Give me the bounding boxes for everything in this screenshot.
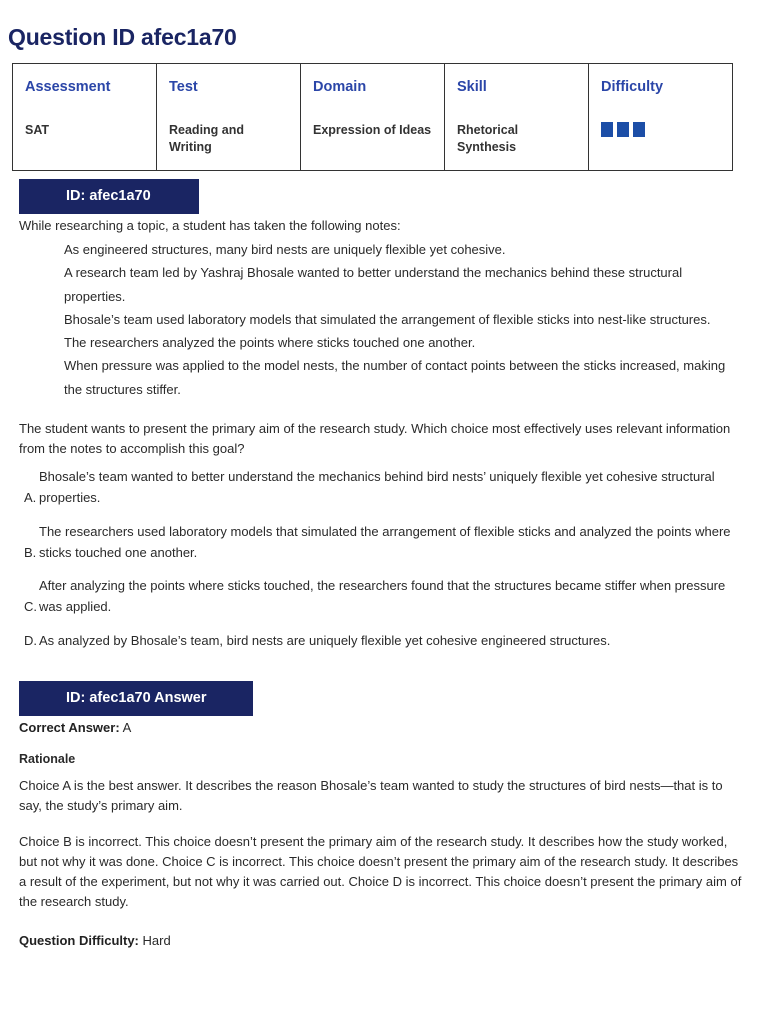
choice-letter: C.	[24, 598, 37, 614]
choice-b[interactable]	[24, 522, 748, 563]
choice-c[interactable]	[24, 576, 748, 617]
difficulty-bar	[601, 122, 613, 137]
choice-letter: A.	[24, 489, 37, 505]
choice-text: Bhosale’s team wanted to better understand the mechanics behind bird nests’ uniquely flexible yet cohesive structural properties.	[39, 469, 715, 505]
correct-answer-line	[19, 718, 131, 738]
meta-cell-skill	[445, 64, 589, 171]
choice-d[interactable]	[24, 631, 748, 652]
choice-letter: D.	[24, 633, 37, 648]
choice-letter: B.	[24, 544, 37, 560]
meta-cell-assessment	[13, 64, 157, 171]
note-item: Bhosale’s team used laboratory models that simulated the arrangement of flexible sticks into nest-like structures.	[64, 311, 711, 327]
note-item: A research team led by Yashraj Bhosale wanted to better understand the mechanics behind these structural properties.	[64, 265, 683, 304]
notes-list	[64, 238, 744, 401]
meta-header-test: Test	[169, 79, 198, 95]
difficulty-indicator	[601, 122, 720, 137]
meta-header-difficulty: Difficulty	[601, 79, 664, 95]
page-title: Question ID afec1a70	[8, 24, 237, 50]
note-item: The researchers analyzed the points where sticks touched one another.	[64, 335, 476, 351]
difficulty-value: Hard	[142, 933, 171, 948]
answer-id-banner: ID: afec1a70 Answer	[19, 681, 253, 716]
meta-value-assessment: SAT	[25, 123, 50, 137]
note-item: As engineered structures, many bird nests are uniquely flexible yet cohesive.	[64, 242, 506, 257]
meta-header-assessment: Assessment	[25, 79, 111, 95]
note-item: When pressure was applied to the model nests, the number of contact points between the sticks increased, making the structures stiffer.	[64, 358, 726, 397]
correct-answer-label: Correct Answer:	[19, 720, 120, 735]
meta-header-domain: Domain	[313, 79, 367, 95]
choice-text: As analyzed by Bhosale’s team, bird nests are uniquely flexible yet cohesive engineered structures.	[39, 633, 611, 648]
notes-intro: While researching a topic, a student has taken the following notes:	[19, 218, 401, 233]
choice-text: The researchers used laboratory models that simulated the arrangement of flexible sticks and analyzed the points where sticks touched one another.	[39, 524, 731, 560]
rationale-paragraph: Choice A is the best answer. It describes the reason Bhosale’s team wanted to study the structures of bird nests—that is to say, the study’s primary aim.	[19, 778, 723, 813]
choice-text: After analyzing the points where sticks touched, the researchers found that the structures became stiffer when pressure was applied.	[39, 578, 726, 614]
meta-header-skill: Skill	[457, 79, 487, 95]
meta-value-skill: Rhetorical Synthesis	[457, 123, 519, 154]
meta-cell-domain	[301, 64, 445, 171]
rationale-heading: Rationale	[19, 752, 76, 766]
question-stem: The student wants to present the primary aim of the research study. Which choice most effectively uses relevant information from the notes to accomplish this goal?	[19, 421, 731, 456]
meta-value-test: Reading and Writing	[169, 123, 245, 154]
question-meta-table	[12, 63, 733, 171]
choice-a[interactable]	[24, 467, 748, 508]
question-id-banner: ID: afec1a70	[19, 179, 199, 214]
meta-cell-test	[157, 64, 301, 171]
difficulty-bar	[633, 122, 645, 137]
rationale-paragraph: Choice B is incorrect. This choice doesn’t present the primary aim of the research study. It describes how the study worked, but not why it was done. Choice C is incorrect. This choice doesn’t present the primary aim of the research study. It describes a result of the experiment, but not why it was carried out. Choice D is incorrect. This choice doesn’t present the primary aim of the research study.	[19, 834, 742, 909]
question-difficulty-line	[19, 931, 171, 951]
meta-value-domain: Expression of Ideas	[313, 123, 432, 137]
meta-cell-difficulty	[589, 64, 733, 171]
difficulty-bar	[617, 122, 629, 137]
difficulty-label: Question Difficulty:	[19, 933, 139, 948]
correct-answer-value: A	[122, 720, 132, 735]
